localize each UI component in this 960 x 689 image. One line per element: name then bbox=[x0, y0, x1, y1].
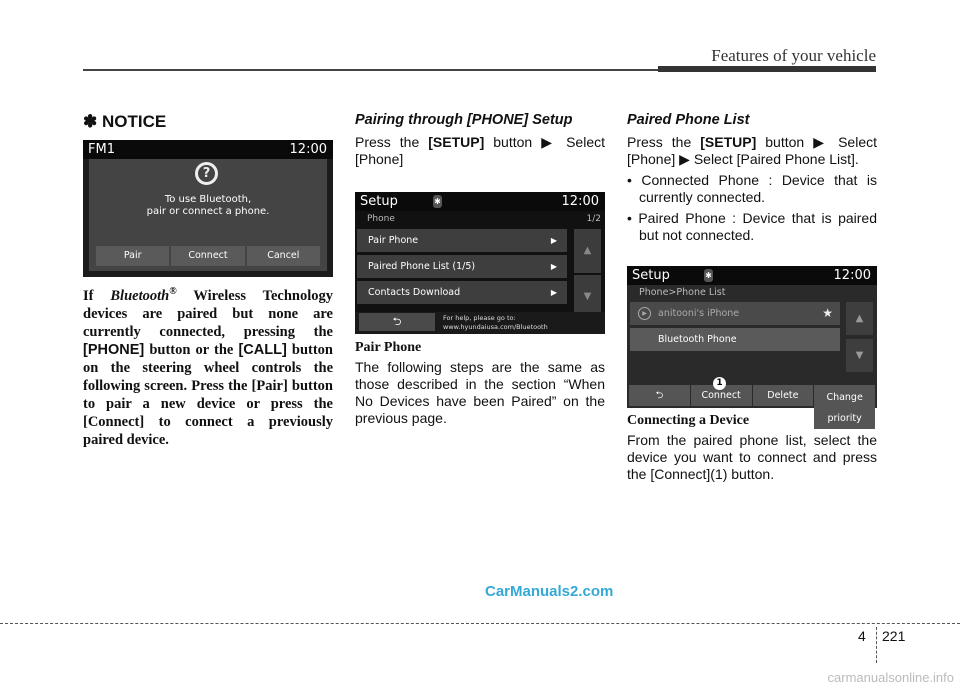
device-name: anitooni's iPhone bbox=[658, 308, 740, 319]
device-name: Bluetooth Phone bbox=[658, 334, 737, 345]
page-header-title: Features of your vehicle bbox=[711, 46, 876, 65]
text-run: button or the bbox=[144, 341, 239, 358]
popup-buttons bbox=[96, 246, 320, 266]
text-run: Select [Phone] bbox=[355, 134, 606, 167]
popup-message bbox=[83, 194, 333, 218]
device-item-connected bbox=[630, 302, 840, 325]
footer-tick bbox=[876, 627, 877, 663]
chapter-number: 4 bbox=[858, 628, 866, 644]
subheading-pair-phone: Pair Phone bbox=[355, 340, 422, 355]
connecting-device-body: From the paired phone list, select the device you want to connect and press the [Connect](1) button. bbox=[627, 432, 877, 482]
page-indicator: 1/2 bbox=[586, 214, 601, 224]
change-priority-button bbox=[814, 385, 875, 424]
phone-button-label: [PHONE] bbox=[83, 341, 145, 358]
page-number: 221 bbox=[882, 628, 906, 644]
help-line-2: www.hyundaiusa.com/Bluetooth bbox=[443, 323, 548, 331]
screen-subtitle: Phone>Phone List bbox=[639, 287, 726, 298]
text-run: Press the bbox=[627, 134, 701, 150]
bullet-paired-phone: • Paired Phone : Device that is paired but not connected. bbox=[627, 210, 877, 243]
pair-button: Pair bbox=[96, 246, 169, 266]
cancel-button: Cancel bbox=[247, 246, 320, 266]
text-run: button bbox=[484, 134, 542, 150]
text-run: Press the bbox=[355, 134, 429, 150]
clock: 12:00 bbox=[833, 268, 871, 283]
notice-heading: ✽ NOTICE bbox=[83, 112, 167, 131]
menu-item-label: Contacts Download bbox=[368, 287, 461, 298]
scroll-down-icon: ▼ bbox=[574, 275, 601, 319]
text-run: Wireless Technology devices are paired but none are currently connected, pressing the bbox=[83, 287, 333, 340]
back-icon: ⮌ bbox=[359, 313, 435, 331]
screen-top-bar bbox=[355, 192, 605, 211]
help-text bbox=[443, 314, 548, 332]
screen-subtitle-bar bbox=[355, 212, 605, 226]
paired-list-instruction bbox=[627, 134, 877, 168]
text-run: button on the steering wheel controls the following screen. Press the [Pair] button to pair a new device or press the [Connect] to connect a previously paired device. bbox=[83, 341, 333, 448]
play-arrow-icon: ▶ bbox=[550, 236, 557, 245]
device-item-paired bbox=[630, 328, 840, 351]
text-run: Select [Paired Phone List]. bbox=[689, 151, 859, 167]
screen-subtitle: Phone bbox=[367, 214, 395, 224]
bullet-connected-phone: • Connected Phone : Device that is currently connected. bbox=[627, 172, 877, 205]
text-run: If bbox=[83, 287, 111, 304]
clock: 12:00 bbox=[289, 142, 327, 157]
menu-item-paired-phone-list bbox=[357, 255, 567, 278]
menu-item-label: Paired Phone List (1/5) bbox=[368, 261, 476, 272]
pair-phone-body: The following steps are the same as those described in the section “When No Devices have been Paired” on the previous page. bbox=[355, 359, 605, 426]
subheading-connecting-device: Connecting a Device bbox=[627, 413, 750, 428]
registered-mark: ® bbox=[169, 286, 177, 297]
setup-button-label: [SETUP] bbox=[700, 134, 757, 150]
column-paired-list bbox=[627, 108, 877, 483]
scroll-up-icon: ▲ bbox=[574, 229, 601, 273]
scroll-down-icon: ▼ bbox=[846, 339, 873, 372]
change-priority-line-2: priority bbox=[814, 408, 875, 429]
bluetooth-icon: ✱ bbox=[705, 271, 712, 280]
connect-button: Connect bbox=[171, 246, 244, 266]
clock: 12:00 bbox=[561, 194, 599, 209]
menu-item-contacts-download bbox=[357, 281, 567, 304]
fm1-screen-image bbox=[83, 140, 333, 277]
help-line-1: For help, please go to: bbox=[443, 314, 516, 322]
arrow-icon: ▶ bbox=[541, 134, 558, 150]
change-priority-line-1: Change bbox=[814, 387, 875, 408]
text-run-italic: Bluetooth bbox=[110, 287, 170, 304]
play-arrow-icon: ▶ bbox=[550, 288, 557, 297]
back-icon: ⮌ bbox=[629, 385, 690, 406]
call-button-label: [CALL] bbox=[238, 341, 287, 358]
play-icon: ▶ bbox=[638, 307, 651, 320]
screen-top-bar bbox=[83, 140, 333, 159]
arrow-icon: ▶ bbox=[679, 151, 690, 167]
menu-item-pair-phone bbox=[357, 229, 567, 252]
bluetooth-icon: ✱ bbox=[434, 197, 441, 206]
section-heading: Paired Phone List bbox=[627, 112, 750, 128]
watermark-link[interactable]: CarManuals2.com bbox=[485, 583, 614, 600]
station-label: FM1 bbox=[88, 142, 115, 157]
screen-title: Setup bbox=[360, 194, 398, 209]
screen-top-bar bbox=[627, 266, 877, 285]
section-heading: Pairing through [PHONE] Setup bbox=[355, 112, 573, 128]
text-run: button bbox=[756, 134, 814, 150]
footer-divider bbox=[0, 623, 960, 624]
text-run: Select [Phone] bbox=[627, 134, 878, 167]
screen-title: Setup bbox=[632, 268, 670, 283]
connect-button: Connect bbox=[691, 385, 752, 406]
callout-marker: 1 bbox=[713, 377, 726, 390]
play-arrow-icon: ▶ bbox=[550, 262, 557, 271]
popup-message-line-1: To use Bluetooth, bbox=[164, 194, 252, 205]
arrow-icon: ▶ bbox=[813, 134, 830, 150]
question-icon: ? bbox=[195, 162, 218, 185]
bottom-watermark: carmanualsonline.info bbox=[827, 670, 954, 685]
delete-button: Delete bbox=[753, 385, 814, 406]
column-notice bbox=[83, 108, 333, 449]
header-rule-accent bbox=[658, 66, 876, 72]
star-icon: ★ bbox=[822, 306, 833, 320]
notice-paragraph bbox=[83, 283, 333, 449]
menu-item-label: Pair Phone bbox=[368, 235, 419, 246]
setup-phone-screen-image bbox=[355, 192, 605, 334]
popup-message-line-2: pair or connect a phone. bbox=[146, 206, 270, 217]
setup-instruction bbox=[355, 134, 605, 168]
setup-button-label: [SETUP] bbox=[428, 134, 485, 150]
scroll-up-icon: ▲ bbox=[846, 302, 873, 335]
column-pairing bbox=[355, 108, 605, 427]
